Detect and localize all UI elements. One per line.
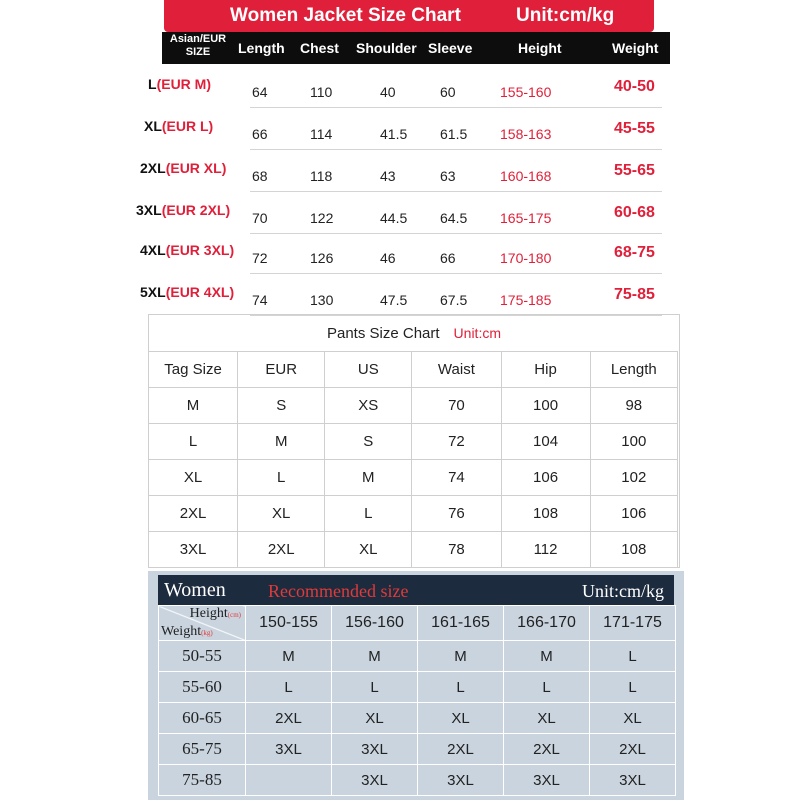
- pants-cell: 70: [412, 388, 501, 424]
- jacket-weight: 75-85: [614, 286, 655, 303]
- pants-header-cell: Hip: [501, 352, 590, 388]
- jacket-chest: 118: [310, 168, 333, 184]
- pants-cell: 2XL: [238, 532, 325, 568]
- pants-cell: 78: [412, 532, 501, 568]
- jacket-weight: 68-75: [614, 244, 655, 261]
- pants-title-row: [149, 315, 679, 351]
- jacket-length: 74: [252, 292, 268, 308]
- jacket-height: 165-175: [500, 210, 552, 226]
- eur-size: (EUR XL): [165, 160, 227, 176]
- pants-row: [149, 460, 678, 496]
- jacket-sleeve: 67.5: [440, 292, 468, 308]
- corner-height-unit: (cm): [227, 611, 241, 619]
- jacket-sleeve: 66: [440, 250, 456, 266]
- weight-range-cell: 60-65: [159, 703, 246, 734]
- recommended-size-cell: M: [332, 641, 418, 672]
- jacket-weight: 60-68: [614, 204, 655, 221]
- jacket-weight: 45-55: [614, 120, 655, 137]
- asian-size: 5XL: [140, 284, 166, 300]
- asian-size: L: [148, 76, 157, 92]
- height-range-cell: 156-160: [332, 606, 418, 641]
- asian-size: 4XL: [140, 242, 166, 258]
- jacket-chest: 126: [310, 250, 334, 266]
- pants-header-row: [149, 352, 678, 388]
- pants-header-cell: EUR: [238, 352, 325, 388]
- recommended-table: [158, 605, 676, 796]
- jacket-chest: 114: [310, 126, 333, 142]
- pants-row: [149, 424, 678, 460]
- pants-cell: 74: [412, 460, 501, 496]
- eur-size: (EUR M): [156, 76, 211, 92]
- recommended-size-cell: [246, 765, 332, 796]
- pants-table: [148, 351, 678, 568]
- pants-cell: 76: [412, 496, 501, 532]
- pants-header-cell: Tag Size: [149, 352, 238, 388]
- jacket-header-row: [162, 32, 670, 64]
- pants-cell: L: [149, 424, 238, 460]
- jacket-size-label: [136, 202, 230, 218]
- jacket-length: 70: [252, 210, 268, 226]
- recommended-size-cell: 3XL: [504, 765, 590, 796]
- pants-cell: 3XL: [149, 532, 238, 568]
- pants-cell: M: [149, 388, 238, 424]
- header-sleeve: Sleeve: [428, 40, 473, 56]
- recommended-size-cell: L: [246, 672, 332, 703]
- recommended-title: Recommended size: [268, 581, 409, 601]
- pants-row: [149, 388, 678, 424]
- height-range-cell: 150-155: [246, 606, 332, 641]
- pants-cell: 98: [590, 388, 677, 424]
- pants-cell: 102: [590, 460, 677, 496]
- jacket-size-label: [140, 284, 234, 300]
- jacket-height: 155-160: [500, 84, 552, 100]
- pants-cell: 106: [590, 496, 677, 532]
- recommended-size-cell: L: [332, 672, 418, 703]
- jacket-sleeve: 64.5: [440, 210, 468, 226]
- jacket-size-label: [140, 242, 234, 258]
- pants-unit: Unit:cm: [453, 325, 501, 341]
- corner-weight-unit: (kg): [201, 629, 213, 637]
- jacket-row: [150, 66, 670, 108]
- header-size-line2: SIZE: [185, 46, 211, 58]
- pants-header-cell: Waist: [412, 352, 501, 388]
- jacket-sleeve: 63: [440, 168, 456, 184]
- jacket-size-label: [144, 118, 213, 134]
- pants-cell: 100: [590, 424, 677, 460]
- weight-range-cell: 75-85: [159, 765, 246, 796]
- pants-row: [149, 532, 678, 568]
- recommended-row: [159, 765, 676, 796]
- pants-cell: 112: [501, 532, 590, 568]
- pants-cell: 2XL: [149, 496, 238, 532]
- jacket-chest: 122: [310, 210, 334, 226]
- jacket-weight: 55-65: [614, 162, 655, 179]
- pants-header-cell: Length: [590, 352, 677, 388]
- recommended-size-chart: [148, 571, 684, 800]
- jacket-height: 175-185: [500, 292, 552, 308]
- recommended-title-bar: [158, 575, 674, 605]
- jacket-row: [140, 150, 670, 192]
- jacket-row: [144, 108, 670, 150]
- jacket-size-label: [140, 160, 226, 176]
- weight-range-cell: 65-75: [159, 734, 246, 765]
- eur-size: (EUR 4XL): [165, 284, 235, 300]
- jacket-row: [136, 192, 670, 234]
- pants-cell: L: [325, 496, 412, 532]
- header-weight: Weight: [612, 40, 659, 56]
- recommended-size-cell: 3XL: [590, 765, 676, 796]
- eur-size: (EUR 2XL): [161, 202, 231, 218]
- recommended-row: [159, 672, 676, 703]
- header-size-line1: Asian/EUR: [169, 33, 227, 45]
- recommended-size-cell: 3XL: [332, 765, 418, 796]
- pants-title: Pants Size Chart: [326, 325, 440, 342]
- header-height: Height: [518, 40, 562, 56]
- jacket-shoulder: 41.5: [380, 126, 408, 142]
- jacket-height: 160-168: [500, 168, 552, 184]
- eur-size: (EUR L): [161, 118, 214, 134]
- jacket-weight: 40-50: [614, 78, 655, 95]
- recommended-size-cell: M: [246, 641, 332, 672]
- recommended-size-cell: 2XL: [504, 734, 590, 765]
- height-range-cell: 161-165: [418, 606, 504, 641]
- jacket-title: Women Jacket Size Chart: [230, 5, 461, 26]
- recommended-size-cell: 2XL: [246, 703, 332, 734]
- recommended-size-cell: XL: [332, 703, 418, 734]
- pants-cell: S: [325, 424, 412, 460]
- recommended-size-cell: 3XL: [332, 734, 418, 765]
- jacket-shoulder: 43: [380, 168, 396, 184]
- pants-cell: 104: [501, 424, 590, 460]
- weight-range-cell: 55-60: [159, 672, 246, 703]
- pants-cell: XL: [325, 532, 412, 568]
- recommended-size-cell: L: [590, 641, 676, 672]
- pants-cell: 100: [501, 388, 590, 424]
- pants-cell: XL: [149, 460, 238, 496]
- recommended-size-cell: L: [504, 672, 590, 703]
- height-range-cell: 171-175: [590, 606, 676, 641]
- jacket-chest: 110: [310, 84, 333, 100]
- jacket-unit: Unit:cm/kg: [516, 5, 615, 26]
- pants-cell: 108: [501, 496, 590, 532]
- jacket-row: [140, 274, 670, 316]
- weight-range-cell: 50-55: [159, 641, 246, 672]
- jacket-shoulder: 44.5: [380, 210, 408, 226]
- jacket-row: [140, 232, 670, 274]
- asian-size: 3XL: [136, 202, 162, 218]
- jacket-shoulder: 47.5: [380, 292, 408, 308]
- jacket-sleeve: 61.5: [440, 126, 468, 142]
- corner-cell: [159, 606, 246, 641]
- corner-weight-label: [161, 624, 213, 640]
- recommended-size-cell: XL: [504, 703, 590, 734]
- jacket-size-label: [148, 76, 211, 92]
- recommended-women-label: Women: [164, 579, 226, 601]
- jacket-chest: 130: [310, 292, 334, 308]
- recommended-row: [159, 734, 676, 765]
- jacket-size-chart: [136, 0, 670, 312]
- eur-size: (EUR 3XL): [165, 242, 235, 258]
- pants-cell: M: [325, 460, 412, 496]
- recommended-size-cell: XL: [418, 703, 504, 734]
- pants-cell: L: [238, 460, 325, 496]
- jacket-length: 64: [252, 84, 268, 100]
- jacket-title-bar: [164, 0, 654, 32]
- corner-weight-text: Weight: [161, 624, 202, 639]
- pants-cell: 106: [501, 460, 590, 496]
- recommended-size-cell: L: [590, 672, 676, 703]
- pants-size-chart: [148, 314, 680, 568]
- recommended-header-row: [159, 606, 676, 641]
- asian-size: XL: [144, 118, 162, 134]
- corner-height-label: [190, 606, 241, 622]
- jacket-shoulder: 46: [380, 250, 396, 266]
- recommended-size-cell: XL: [590, 703, 676, 734]
- header-chest: Chest: [300, 40, 339, 56]
- recommended-size-cell: M: [418, 641, 504, 672]
- pants-cell: XL: [238, 496, 325, 532]
- header-shoulder: Shoulder: [356, 40, 417, 56]
- header-length: Length: [238, 40, 285, 56]
- pants-cell: XS: [325, 388, 412, 424]
- recommended-size-cell: M: [504, 641, 590, 672]
- jacket-length: 68: [252, 168, 268, 184]
- jacket-shoulder: 40: [380, 84, 396, 100]
- recommended-row: [159, 703, 676, 734]
- asian-size: 2XL: [140, 160, 166, 176]
- header-asian-eur-size: [162, 33, 234, 59]
- recommended-size-cell: 3XL: [246, 734, 332, 765]
- height-range-cell: 166-170: [504, 606, 590, 641]
- recommended-size-cell: 2XL: [590, 734, 676, 765]
- pants-row: [149, 496, 678, 532]
- pants-cell: S: [238, 388, 325, 424]
- pants-cell: M: [238, 424, 325, 460]
- corner-height-text: Height: [189, 606, 228, 621]
- pants-cell: 72: [412, 424, 501, 460]
- pants-header-cell: US: [325, 352, 412, 388]
- pants-cell: 108: [590, 532, 677, 568]
- jacket-sleeve: 60: [440, 84, 456, 100]
- jacket-length: 66: [252, 126, 268, 142]
- jacket-height: 158-163: [500, 126, 552, 142]
- recommended-size-cell: 3XL: [418, 765, 504, 796]
- recommended-size-cell: L: [418, 672, 504, 703]
- recommended-size-cell: 2XL: [418, 734, 504, 765]
- jacket-height: 170-180: [500, 250, 552, 266]
- recommended-row: [159, 641, 676, 672]
- jacket-length: 72: [252, 250, 268, 266]
- recommended-unit: Unit:cm/kg: [582, 581, 664, 601]
